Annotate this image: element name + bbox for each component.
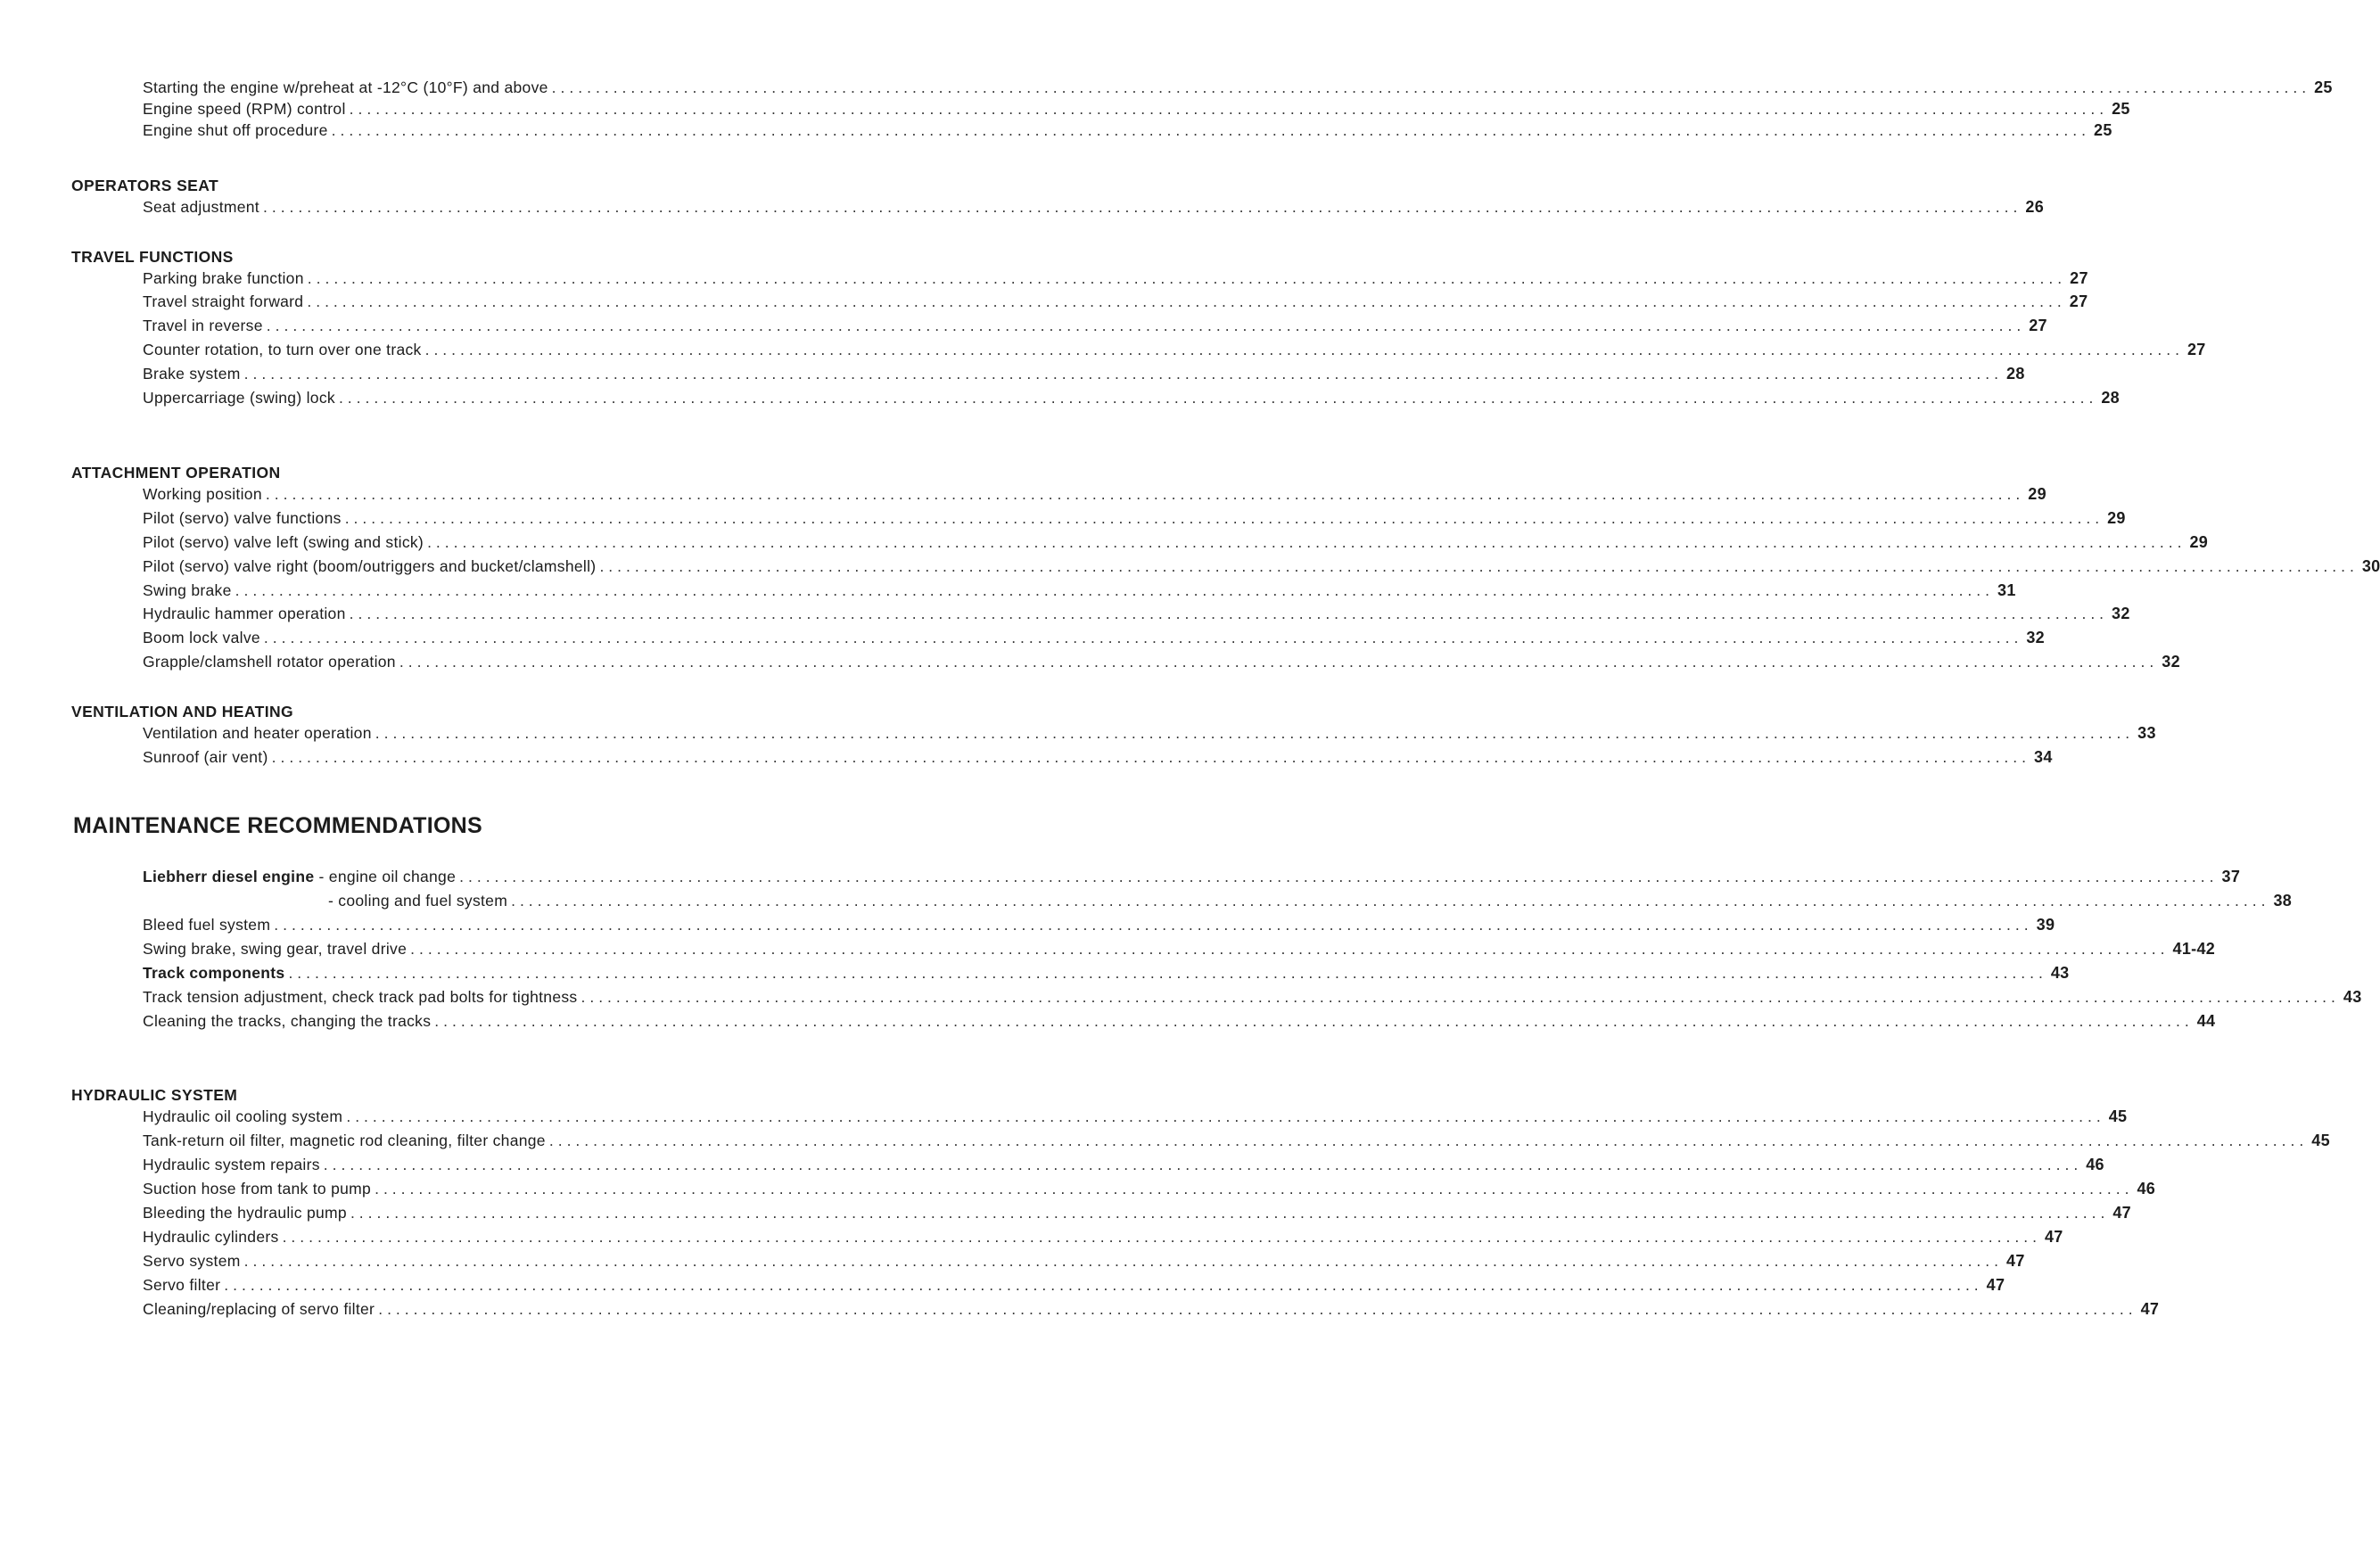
entry-label: Bleed fuel system [143,916,271,934]
dot-leader: ........................................................................................................................................................................................................ [350,1204,2110,1222]
entry-page: 43 [2050,964,2070,982]
entry-page: 28 [2101,389,2120,407]
dot-leader: ........................................................................................................................................................................................................ [346,1107,2105,1125]
toc-entry[interactable] [143,269,2088,291]
toc-entry[interactable] [143,365,2025,386]
toc-entry[interactable] [143,198,2045,219]
entry-page: 34 [2034,748,2053,766]
entry-label: Engine speed (RPM) control [143,100,346,118]
toc-entry[interactable] [143,100,2130,121]
entry-page: 46 [2137,1180,2156,1198]
entry-label: Parking brake function [143,269,304,287]
entry-page: 46 [2086,1156,2104,1173]
entry-label: Hydraulic hammer operation [143,605,346,622]
dot-leader: ........................................................................................................................................................................................................ [349,100,2109,118]
dot-leader: ........................................................................................................................................................................................................ [375,724,2135,742]
entry-label: Working position [143,485,262,503]
entry-page: 41-42 [2172,940,2216,958]
section-heading-ventilation: VENTILATION AND HEATING [71,703,294,720]
entry-page: 47 [2006,1252,2025,1270]
dot-leader: ........................................................................................................................................................................................................ [265,485,2025,503]
entry-page: 28 [2006,365,2025,383]
toc-entry[interactable] [143,892,2293,913]
entry-label: Engine shut off procedure [143,121,328,139]
dot-leader: ........................................................................................................................................................................................................ [581,988,2340,1006]
dot-leader: ........................................................................................................................................................................................................ [235,581,1995,599]
dot-leader: ........................................................................................................................................................................................................ [344,509,2104,527]
entry-label [143,868,456,886]
toc-entry[interactable] [143,1180,2156,1201]
toc-entry[interactable] [143,1132,2330,1153]
entry-page: 38 [2273,892,2293,910]
entry-label: Bleeding the hydraulic pump [143,1204,347,1222]
entry-page: 47 [1986,1276,2005,1294]
entry-page: 25 [2112,100,2130,118]
dot-leader: ........................................................................................................................................................................................................ [323,1156,2083,1173]
toc-entry[interactable] [143,629,2045,650]
toc-entry[interactable] [143,121,2112,143]
dot-leader: ........................................................................................................................................................................................................ [434,1012,2194,1030]
entry-page: 32 [2026,629,2045,646]
entry-label: Seat adjustment [143,198,259,216]
dot-leader: ........................................................................................................................................................................................................ [378,1300,2137,1318]
entry-page: 37 [2221,868,2241,885]
entry-label: Travel in reverse [143,317,263,334]
dot-leader: ........................................................................................................................................................................................................ [266,317,2026,334]
entry-page: 32 [2162,653,2180,671]
toc-entry[interactable] [143,1276,2005,1297]
entry-page: 29 [2189,533,2209,551]
entry-page: 47 [2140,1300,2160,1318]
entry-label: Brake system [143,365,241,383]
entry-label: Track tension adjustment, check track pad bolts for tightness [143,988,578,1006]
dot-leader: ........................................................................................................................................................................................................ [410,940,2170,958]
dot-leader: ........................................................................................................................................................................................................ [307,269,2067,287]
toc-entry[interactable] [143,988,2362,1009]
entry-label: Hydraulic oil cooling system [143,1107,343,1125]
section-heading-attachment-operation: ATTACHMENT OPERATION [71,464,281,482]
toc-entry[interactable] [143,1300,2160,1321]
dot-leader: ........................................................................................................................................................................................................ [548,1132,2309,1149]
dot-leader: ........................................................................................................................................................................................................ [349,605,2109,622]
toc-entry[interactable] [143,724,2156,745]
entry-page: 29 [2107,509,2126,527]
entry-page: 25 [2094,121,2112,139]
entry-label: Counter rotation, to turn over one track [143,341,422,358]
dot-leader: ........................................................................................................................................................................................................ [599,557,2359,575]
toc-entry[interactable] [143,1156,2104,1177]
entry-label: Starting the engine w/preheat at -12°C (10°F) and above [143,78,548,96]
toc-entry[interactable] [143,868,2241,889]
entry-page: 32 [2112,605,2130,622]
entry-page: 27 [2029,317,2047,334]
dot-leader: ........................................................................................................................................................................................................ [274,916,2033,934]
dot-leader: ........................................................................................................................................................................................................ [424,341,2184,358]
dot-leader: ........................................................................................................................................................................................................ [375,1180,2134,1198]
toc-entry[interactable] [143,533,2209,555]
toc-entry[interactable] [143,341,2206,362]
entry-label: Pilot (servo) valve left (swing and stick) [143,533,424,551]
dot-leader: ........................................................................................................................................................................................................ [262,198,2022,216]
dot-leader: ........................................................................................................................................................................................................ [511,892,2270,910]
toc-entry[interactable] [143,557,2380,579]
dot-leader: ........................................................................................................................................................................................................ [282,1228,2041,1246]
toc-entry[interactable] [143,1107,2128,1129]
dot-leader: ........................................................................................................................................................................................................ [551,78,2311,96]
dot-leader: ........................................................................................................................................................................................................ [427,533,2186,551]
entry-page: 43 [2343,988,2362,1006]
entry-page: 44 [2196,1012,2216,1030]
entry-label: Grapple/clamshell rotator operation [143,653,396,671]
entry-label: Hydraulic cylinders [143,1228,279,1246]
dot-leader: ........................................................................................................................................................................................................ [459,868,2219,885]
toc-entry[interactable] [143,581,2016,603]
dot-leader: ........................................................................................................................................................................................................ [243,1252,2004,1270]
entry-label: Pilot (servo) valve functions [143,509,342,527]
section-heading-operators-seat: OPERATORS SEAT [71,177,219,194]
toc-entry[interactable] [143,485,2046,506]
entry-label: Cleaning/replacing of servo filter [143,1300,375,1318]
entry-label: Travel straight forward [143,292,304,310]
entry-label: Ventilation and heater operation [143,724,372,742]
toc-entry[interactable] [143,1204,2131,1225]
entry-label: Hydraulic system repairs [143,1156,320,1173]
entry-label: Suction hose from tank to pump [143,1180,372,1198]
toc-entry[interactable] [143,317,2047,338]
entry-label: Pilot (servo) valve right (boom/outriggers and bucket/clamshell) [143,557,597,575]
dot-leader: ........................................................................................................................................................................................................ [271,748,2031,766]
entry-page: 30 [2361,557,2380,575]
entry-page: 45 [2311,1132,2330,1149]
entry-page: 27 [2187,341,2206,358]
entry-page: 27 [2069,292,2088,310]
toc-entry[interactable] [143,1252,2025,1273]
entry-page: 31 [1997,581,2016,599]
entry-label: Servo filter [143,1276,221,1294]
dot-leader: ........................................................................................................................................................................................................ [263,629,2023,646]
entry-label: - cooling and fuel system [328,892,508,910]
section-heading-travel-functions: TRAVEL FUNCTIONS [71,248,234,266]
entry-label: Cleaning the tracks, changing the tracks [143,1012,432,1030]
toc-entry[interactable] [143,292,2088,314]
entry-page: 26 [2025,198,2045,216]
entry-label: Sunroof (air vent) [143,748,268,766]
entry-label: Tank-return oil filter, magnetic rod cleaning, filter change [143,1132,546,1149]
toc-entry[interactable] [143,940,2216,961]
entry-label: Uppercarriage (swing) lock [143,389,335,407]
toc-entry[interactable] [143,1012,2216,1033]
toc-entry[interactable] [143,916,2055,937]
toc-entry[interactable] [143,964,2070,985]
toc-entry[interactable] [143,605,2130,626]
entry-page: 47 [2112,1204,2131,1222]
dot-leader: ........................................................................................................................................................................................................ [399,653,2159,671]
entry-page: 39 [2036,916,2055,934]
toc-entry[interactable] [143,748,2053,770]
toc-entry[interactable] [143,78,2333,100]
entry-label: Swing brake [143,581,232,599]
entry-label: Track components [143,964,285,982]
entry-page: 25 [2314,78,2333,96]
entry-label: Swing brake, swing gear, travel drive [143,940,408,958]
entry-page: 27 [2070,269,2088,287]
entry-page: 33 [2137,724,2156,742]
dot-leader: ........................................................................................................................................................................................................ [288,964,2047,982]
entry-label-rest: - engine oil change [314,868,457,885]
dot-leader: ........................................................................................................................................................................................................ [307,292,2066,310]
dot-leader: ........................................................................................................................................................................................................ [243,365,2004,383]
toc-entry[interactable] [143,389,2120,410]
entry-page: 45 [2108,1107,2128,1125]
dot-leader: ........................................................................................................................................................................................................ [331,121,2091,139]
section-heading-hydraulic: HYDRAULIC SYSTEM [71,1086,238,1104]
entry-label: Servo system [143,1252,241,1270]
entry-label: Boom lock valve [143,629,260,646]
toc-entry[interactable] [143,509,2126,531]
toc-entry[interactable] [143,653,2180,674]
dot-leader: ........................................................................................................................................................................................................ [338,389,2098,407]
dot-leader: ........................................................................................................................................................................................................ [224,1276,1983,1294]
entry-label-bold: Liebherr diesel engine [143,868,315,885]
section-heading-maintenance: MAINTENANCE RECOMMENDATIONS [73,813,483,838]
entry-page: 29 [2028,485,2046,503]
entry-page: 47 [2044,1228,2063,1246]
toc-entry[interactable] [143,1228,2063,1249]
